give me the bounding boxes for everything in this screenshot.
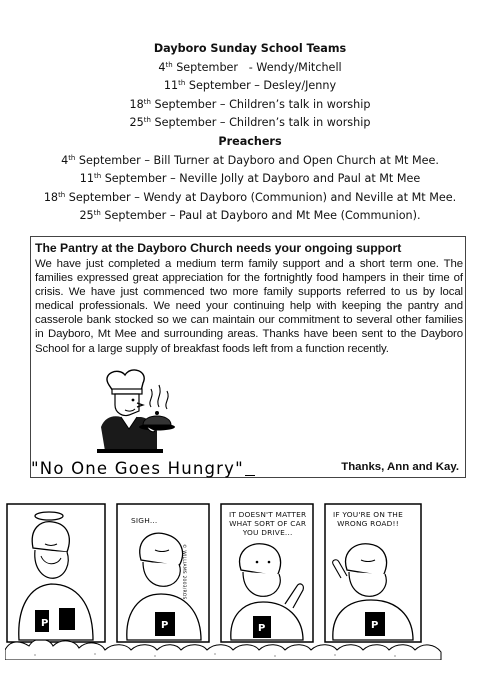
- team-text: September - Wendy/Mitchell: [172, 60, 342, 74]
- team-text: September – Children’s talk in worship: [150, 97, 371, 111]
- team-line-3: [0, 96, 500, 115]
- schedule-section: [0, 40, 500, 226]
- date-day: 4: [61, 153, 69, 167]
- comic-caption-panel-2: SIGH...: [131, 516, 158, 525]
- chef-illustration-icon: [91, 367, 181, 455]
- comic-caption-panel-4: IF YOU'RE ON THE WRONG ROAD!!: [333, 510, 403, 528]
- date-suffix: th: [58, 190, 66, 199]
- date-suffix: th: [143, 97, 151, 106]
- svg-text:P: P: [258, 623, 266, 634]
- date-day: 11: [79, 172, 94, 186]
- teams-heading: Dayboro Sunday School Teams: [153, 42, 347, 55]
- date-suffix: th: [178, 79, 186, 88]
- team-text: September – Children’s talk in worship: [150, 116, 371, 130]
- date-suffix: th: [143, 116, 151, 125]
- team-text: September – Desley/Jenny: [185, 79, 337, 93]
- thanks-signoff: Thanks, Ann and Kay.: [341, 461, 459, 473]
- svg-text:P: P: [161, 620, 169, 631]
- preacher-line-1: [0, 152, 500, 171]
- date-suffix: th: [68, 153, 76, 162]
- date-suffix: th: [165, 60, 173, 69]
- date-day: 4: [158, 60, 166, 74]
- slogan-underline: [245, 475, 255, 476]
- date-day: 25: [129, 116, 144, 130]
- svg-text:P: P: [41, 618, 49, 629]
- preacher-text: September – Neville Jolly at Dayboro and Paul at Mt Mee: [101, 172, 421, 186]
- team-line-2: [0, 77, 500, 96]
- preacher-text: September – Paul at Dayboro and Mt Mee (Communion).: [100, 209, 421, 223]
- date-day: 11: [163, 79, 179, 93]
- preacher-text: September – Wendy at Dayboro (Communion) and Neville at Mt Mee.: [65, 190, 457, 204]
- pantry-notice: [30, 236, 466, 478]
- date-suffix: th: [93, 172, 102, 181]
- date-suffix: th: [93, 209, 101, 218]
- preacher-line-4: [0, 207, 500, 226]
- svg-text:P: P: [371, 620, 379, 631]
- pantry-title: The Pantry at the Dayboro Church needs your ongoing support: [35, 241, 402, 255]
- team-line-4: [0, 114, 500, 133]
- date-day: 18: [43, 190, 59, 204]
- date-day: 25: [79, 209, 94, 223]
- preacher-line-3: [0, 189, 500, 208]
- preachers-heading: Preachers: [218, 134, 282, 148]
- comic-caption-panel-3: IT DOESN'T MATTER WHAT SORT OF CAR YOU DRIVE...: [229, 510, 307, 537]
- comic-signature: © WILLIAMS 2003/ROS: [181, 544, 186, 600]
- no-one-goes-hungry-slogan: "No One Goes Hungry": [31, 459, 244, 478]
- preacher-line-2: [0, 170, 500, 189]
- preacher-text: September – Bill Turner at Dayboro and Open Church at Mt Mee.: [75, 153, 439, 167]
- comic-strip: [5, 500, 495, 665]
- date-day: 18: [129, 97, 144, 111]
- pantry-body: We have just completed a medium term family support and a short term one. The families expressed great appreciation for the fortnightly food hampers in their time of crisis. We have just commenced two more family supports referred to us by local medical professionals. We need your continuing help with keeping the pantry and casserole bank stocked so we can maintain our commitment to several other families in Dayboro, Mt Mee and surrounding areas. Thanks have been sent to the Dayboro School for a large supply of breakfast foods left from a function recently.: [35, 258, 463, 355]
- team-line-1: [0, 59, 500, 78]
